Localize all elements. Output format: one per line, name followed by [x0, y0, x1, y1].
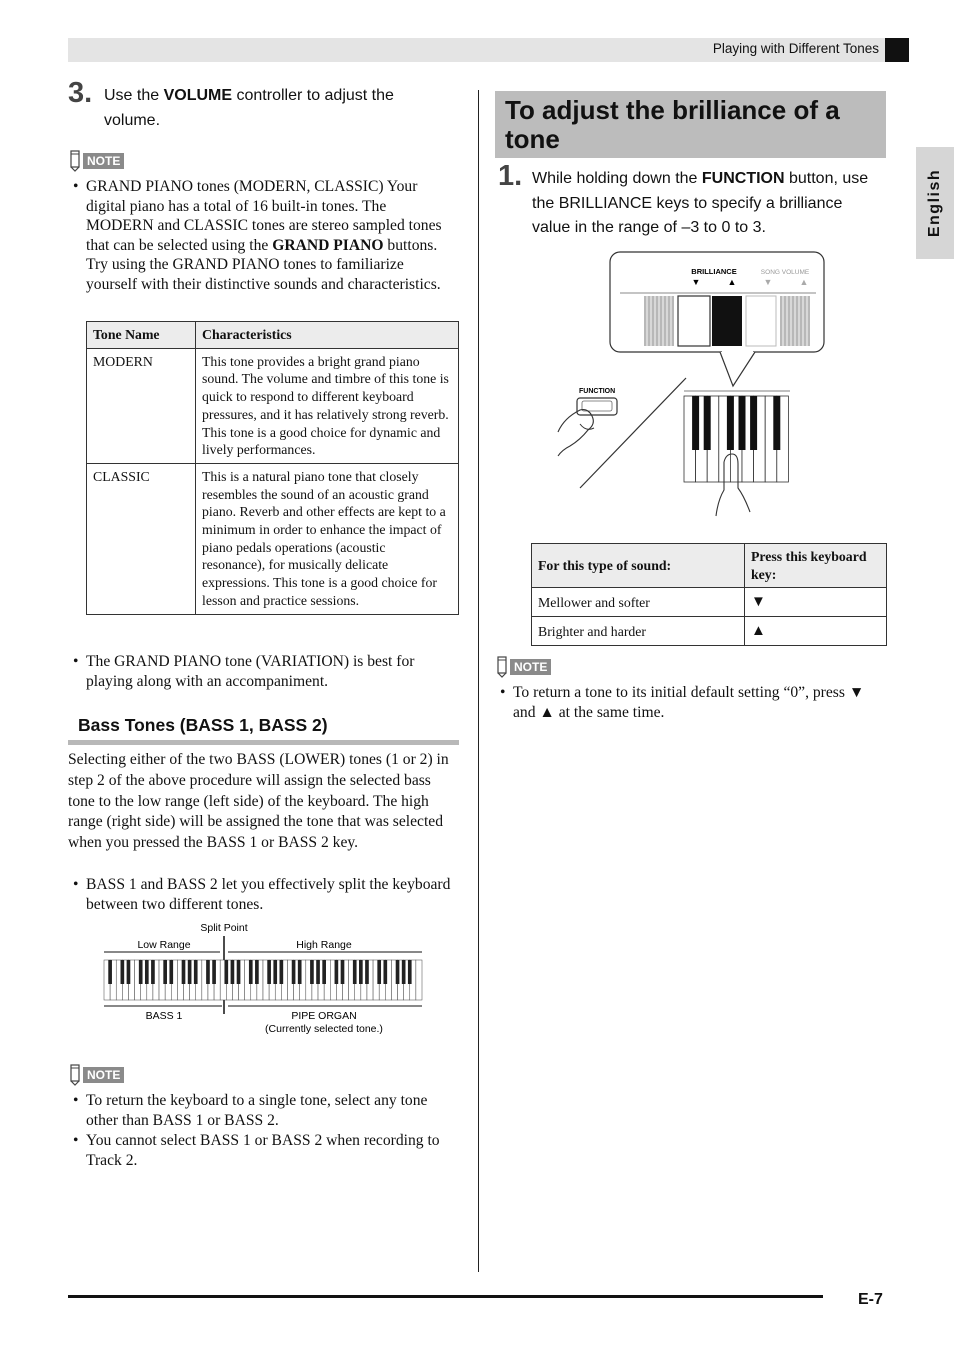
- black-key: [377, 960, 381, 984]
- keyboard-keys: [684, 396, 788, 482]
- heading-rule: [68, 740, 459, 745]
- black-key: [773, 396, 780, 450]
- table-header: Characteristics: [196, 322, 459, 349]
- svg-text:▼: ▼: [691, 277, 701, 287]
- language-tab-label: English: [926, 168, 943, 238]
- black-key: [169, 960, 173, 984]
- white-key: [416, 960, 422, 1000]
- black-key: [359, 960, 363, 984]
- black-key: [121, 960, 125, 984]
- black-key: [108, 960, 112, 984]
- note-3-list: [495, 683, 875, 722]
- black-key: [163, 960, 167, 984]
- black-key: [188, 960, 192, 984]
- split-point-label: Split Point: [200, 922, 248, 934]
- black-key: [704, 396, 711, 450]
- section-title: To adjust the brilliance of a tone: [505, 95, 840, 154]
- sound-type: Brighter and harder: [532, 617, 745, 646]
- note-1-list: [68, 177, 448, 294]
- black-key: [212, 960, 216, 984]
- table-header: For this type of sound:: [532, 544, 745, 588]
- table-header: Press this keyboard key:: [745, 544, 887, 588]
- current-tone-label: (Currently selected tone.): [265, 1023, 383, 1035]
- note-2-list: [68, 1091, 460, 1170]
- black-key: [292, 960, 296, 984]
- black-key: [322, 960, 326, 984]
- list-item: • GRAND PIANO tones (MODERN, CLASSIC) Your digital piano has a total of 16 built-in tones. The MODERN and CLASSIC tones are stereo sampled tones that can be selected using the GRAND PIANO buttons. Try using the GRAND PIANO tones to familiarize yourself with their distinctive sounds and characteristics.: [68, 177, 448, 294]
- step-1-text: While holding down the FUNCTION button, use the BRILLIANCE keys to specify a brilliance value in the range of –3 to 0 to 3.: [532, 170, 869, 236]
- footer-rule: [68, 1295, 823, 1298]
- page-number: E-7: [858, 1291, 883, 1308]
- keyboard-key-up: ▲: [745, 617, 887, 646]
- note-badge: NOTE: [68, 1064, 124, 1086]
- pencil-icon: [68, 1064, 82, 1086]
- pencil-icon: [495, 656, 509, 678]
- black-key: [402, 960, 406, 984]
- pencil-icon: [68, 150, 82, 172]
- black-key: [750, 396, 757, 450]
- column-divider: [478, 90, 479, 1272]
- step-3-text: Use the VOLUME controller to adjust the volume.: [104, 87, 394, 129]
- brilliance-label: BRILLIANCE: [691, 267, 737, 276]
- bass1-label: BASS 1: [145, 1010, 183, 1022]
- black-key: [316, 960, 320, 984]
- black-key: [383, 960, 387, 984]
- zoomed-keys: [644, 296, 810, 346]
- black-key: [194, 960, 198, 984]
- sound-type: Mellower and softer: [532, 588, 745, 617]
- black-key: [273, 960, 277, 984]
- black-key: [739, 396, 746, 450]
- black-key: [237, 960, 241, 984]
- tone-description: This is a natural piano tone that closely resembles the sound of an acoustic grand piano. Reverb and other effects are kept to a minimum in order to enhance the impact of piano pedals operations (acoustic resonance), for musically delicate expressions. This tone is a good choice for lesson and practice sessions.: [196, 463, 459, 614]
- note-badge: NOTE: [68, 150, 124, 172]
- black-key: [206, 960, 210, 984]
- header-marker: [885, 38, 909, 62]
- pipe-organ-label: PIPE ORGAN: [291, 1010, 357, 1022]
- low-range-label: Low Range: [137, 939, 191, 951]
- split-keyboard-diagram: [100, 918, 430, 1040]
- keyboard-key-down: ▼: [745, 588, 887, 617]
- black-key: [267, 960, 271, 984]
- header-title: Playing with Different Tones: [712, 41, 879, 56]
- black-key: [280, 960, 284, 984]
- table-row: [87, 348, 459, 463]
- hand-icon: [558, 410, 593, 456]
- black-key: [335, 960, 339, 984]
- function-button-graphic: [577, 398, 617, 415]
- note-badge: NOTE: [495, 656, 551, 678]
- bass-list: [68, 875, 458, 914]
- table-row: [87, 463, 459, 614]
- black-key: [231, 960, 235, 984]
- black-key: [396, 960, 400, 984]
- tone-description: This tone provides a bright grand piano sound. The volume and timbre of this tone is quick to respond to different keyboard pressures, and it has relatively strong reverb. This tone is a good choice for dynamic and lively performances.: [196, 348, 459, 463]
- black-key: [692, 396, 699, 450]
- black-key: [139, 960, 143, 984]
- tone-table: [86, 321, 459, 615]
- black-key: [255, 960, 259, 984]
- black-key: [145, 960, 149, 984]
- black-key: [408, 960, 412, 984]
- table-row: [532, 617, 887, 646]
- step-1-number: 1.: [498, 160, 523, 192]
- svg-text:▼: ▼: [763, 277, 773, 287]
- list-item: • The GRAND PIANO tone (VARIATION) is best for playing along with an accompaniment.: [68, 652, 458, 691]
- black-key: [365, 960, 369, 984]
- black-key: [310, 960, 314, 984]
- bass-heading: Bass Tones (BASS 1, BASS 2): [78, 715, 328, 735]
- song-volume-label: SONG VOLUME: [760, 269, 810, 276]
- function-label: FUNCTION: [579, 388, 616, 395]
- step-3-number: 3.: [68, 77, 93, 109]
- black-key: [353, 960, 357, 984]
- list-item: • To return the keyboard to a single tone, select any tone other than BASS 1 or BASS 2.: [68, 1091, 460, 1130]
- brilliance-diagram: [540, 250, 840, 522]
- tone-name: MODERN: [87, 348, 196, 463]
- list-item: • BASS 1 and BASS 2 let you effectively split the keyboard between two different tones.: [68, 875, 458, 914]
- table-row: [532, 588, 887, 617]
- list-item: • To return a tone to its initial default setting “0”, press ▼ and ▲ at the same time.: [495, 683, 875, 722]
- high-range-label: High Range: [296, 939, 352, 951]
- black-key: [249, 960, 253, 984]
- svg-text:▲: ▲: [727, 277, 737, 287]
- black-key: [298, 960, 302, 984]
- keyboard-keys: [104, 960, 422, 1000]
- black-key: [341, 960, 345, 984]
- black-key: [224, 960, 228, 984]
- tone-name: CLASSIC: [87, 463, 196, 614]
- list-item: • You cannot select BASS 1 or BASS 2 when recording to Track 2.: [68, 1131, 460, 1170]
- black-key: [182, 960, 186, 984]
- bass-paragraph: Selecting either of the two BASS (LOWER) tones (1 or 2) in step 2 of the above procedure will assign the selected bass tone to the low range (left side) of the keyboard. The high range (right side) will be assigned the tone that was selected when you pressed the BASS 1 or BASS 2 key.: [68, 751, 449, 852]
- table-header: Tone Name: [87, 322, 196, 349]
- black-key: [151, 960, 155, 984]
- black-key: [127, 960, 131, 984]
- variation-list: [68, 652, 458, 691]
- black-key: [727, 396, 734, 450]
- svg-text:▲: ▲: [799, 277, 809, 287]
- brilliance-table: [531, 543, 887, 646]
